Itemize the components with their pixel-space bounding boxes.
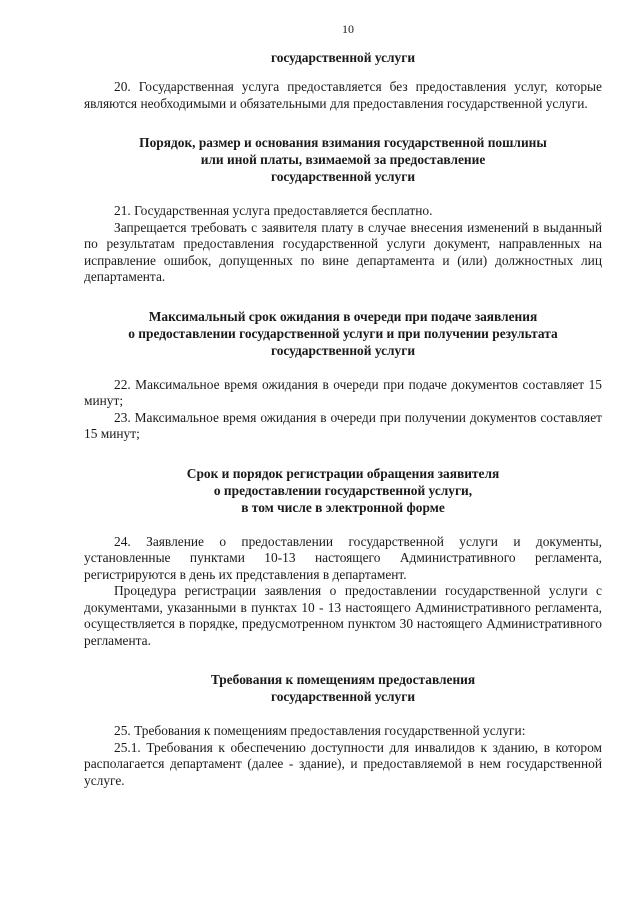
paragraph: 24. Заявление о предоставлении государственной услуги и документы, установленные пунктами 10-13 настоящего Административного регламента, регистрируются в день их представления в департамент.	[84, 533, 602, 582]
paragraph: 23. Максимальное время ожидания в очереди при получении документов составляет 15 минут;	[84, 409, 602, 441]
heading-line: о предоставлении государственной услуги,	[213, 482, 473, 498]
paragraph: 20. Государственная услуга предоставляется без предоставления услуг, которые являются необходимыми и обязательными для предоставления государственной услуги.	[84, 79, 602, 111]
paragraph: Запрещается требовать с заявителя плату в случае внесения изменений в выданный по результатам предоставления государственной услуги документ, направленных на исправление ошибок, допущенных по вине департамента и (или) должностных лиц департамента.	[84, 219, 602, 284]
heading-line: государственной услуги	[270, 689, 416, 704]
heading-line: государственной услуги	[270, 169, 416, 184]
heading-line: Срок и порядок регистрации обращения заявителя	[186, 465, 500, 481]
heading-line: государственной услуги	[270, 342, 416, 358]
heading-line: о предоставлении государственной услуги и при получении результата	[128, 325, 558, 341]
heading-line: Максимальный срок ожидания в очереди при подаче заявления	[148, 308, 538, 324]
section-heading	[84, 134, 602, 185]
section-heading	[84, 465, 602, 516]
heading-line: или иной платы, взимаемой за предоставление	[200, 152, 486, 167]
paragraph: Процедура регистрации заявления о предоставлении государственной услуги с документами, указанными в пунктах 10 - 13 настоящего Административного регламента, осуществляется в порядке, предусмотренном пунктом 30 настоящего Административного регламента.	[84, 583, 602, 648]
document-page	[84, 22, 602, 789]
page-number: 10	[342, 22, 354, 36]
heading-line: Требования к помещениям предоставления	[210, 672, 476, 687]
heading-line: в том числе в электронной форме	[241, 499, 445, 515]
section-heading	[84, 49, 602, 66]
paragraph: 25. Требования к помещениям предоставления государственной услуги:	[114, 723, 526, 738]
paragraph: 25.1. Требования к обеспечению доступности для инвалидов к зданию, в котором располагается департамент (далее - здание), и предоставляемой в нем государственной услуге.	[84, 739, 602, 788]
paragraph: 22. Максимальное время ожидания в очереди при подаче документов составляет 15 минут;	[84, 376, 602, 408]
section-heading	[84, 671, 602, 705]
heading-line: Порядок, размер и основания взимания государственной пошлины	[139, 135, 547, 150]
heading-line: государственной услуги	[270, 50, 416, 65]
paragraph: 21. Государственная услуга предоставляется бесплатно.	[114, 203, 433, 218]
section-heading	[84, 308, 602, 359]
